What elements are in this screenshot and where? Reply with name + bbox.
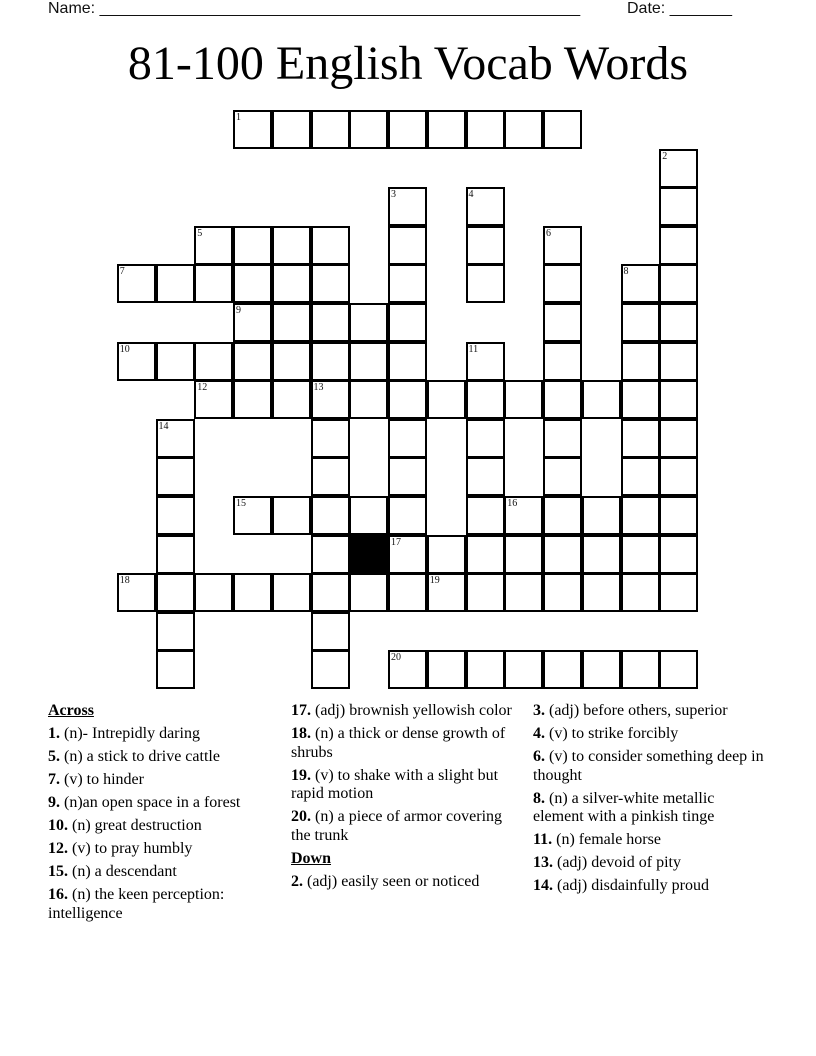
- clue-text: (adj) brownish yellowish color: [315, 702, 512, 719]
- grid-cell[interactable]: [272, 380, 311, 419]
- grid-cell[interactable]: [543, 650, 582, 689]
- grid-cell[interactable]: [466, 535, 505, 574]
- grid-cell[interactable]: [659, 380, 698, 419]
- grid-cell[interactable]: [466, 380, 505, 419]
- grid-cell[interactable]: [582, 650, 621, 689]
- grid-cell[interactable]: [156, 535, 195, 574]
- grid-cell[interactable]: [621, 457, 660, 496]
- grid-cell[interactable]: [659, 496, 698, 535]
- clue-text: (adj) devoid of pity: [557, 854, 681, 871]
- clue-number: 7.: [48, 771, 60, 788]
- grid-cell[interactable]: [272, 496, 311, 535]
- grid-cell[interactable]: [466, 187, 505, 226]
- name-field[interactable]: Name: ______________________________________________________: [48, 0, 581, 17]
- grid-cell[interactable]: [621, 419, 660, 458]
- grid-cell[interactable]: [504, 496, 543, 535]
- grid-cell[interactable]: [388, 264, 427, 303]
- clues-column-1: [48, 702, 280, 928]
- down-clue: [533, 702, 765, 721]
- clue-number: 6.: [533, 748, 545, 765]
- grid-cell[interactable]: [659, 419, 698, 458]
- grid-cell[interactable]: [233, 342, 272, 381]
- grid-cell[interactable]: [194, 264, 233, 303]
- clue-text: (v) to strike forcibly: [549, 725, 679, 742]
- across-clue: [48, 817, 280, 836]
- grid-cell[interactable]: [621, 650, 660, 689]
- clue-text: (n) female horse: [556, 831, 661, 848]
- grid-cell[interactable]: [504, 650, 543, 689]
- grid-cell[interactable]: [582, 380, 621, 419]
- across-clue: [48, 863, 280, 882]
- date-field[interactable]: Date: _______: [627, 0, 732, 17]
- cell-number: 10: [119, 343, 130, 355]
- grid-cell[interactable]: [311, 342, 350, 381]
- grid-cell[interactable]: [388, 110, 427, 149]
- clue-number: 20.: [291, 808, 311, 825]
- grid-cell[interactable]: [311, 380, 350, 419]
- grid-cell[interactable]: [388, 303, 427, 342]
- grid-cell[interactable]: [388, 187, 427, 226]
- across-heading: Across: [48, 702, 94, 719]
- cell-number: 6: [546, 227, 551, 239]
- grid-cell[interactable]: [272, 342, 311, 381]
- cell-number: 3: [391, 189, 396, 201]
- cell-number: 12: [197, 382, 208, 394]
- across-clue: [48, 840, 280, 859]
- grid-cell[interactable]: [621, 496, 660, 535]
- grid-cell[interactable]: [659, 303, 698, 342]
- cell-number: 16: [507, 498, 518, 509]
- down-clue: [533, 790, 765, 827]
- grid-cell[interactable]: [543, 264, 582, 303]
- clue-number: 9.: [48, 794, 60, 811]
- grid-cell[interactable]: [466, 650, 505, 689]
- grid-cell[interactable]: [388, 419, 427, 458]
- grid-cell[interactable]: [427, 110, 466, 149]
- clue-number: 5.: [48, 748, 60, 765]
- grid-cell[interactable]: [621, 264, 660, 303]
- grid-cell[interactable]: [233, 110, 272, 149]
- cell-number: 11: [468, 343, 479, 355]
- grid-cell[interactable]: [388, 573, 427, 612]
- clue-number: 19.: [291, 766, 311, 784]
- grid-cell[interactable]: [621, 303, 660, 342]
- grid-cell[interactable]: [543, 457, 582, 496]
- grid-cell[interactable]: [543, 535, 582, 574]
- clue-text: (v) to hinder: [64, 771, 144, 788]
- grid-cell[interactable]: [659, 226, 698, 265]
- across-clue: [48, 771, 280, 790]
- clue-text: (n)- Intrepidly daring: [64, 725, 200, 742]
- grid-cell[interactable]: [621, 535, 660, 574]
- grid-cell[interactable]: [504, 380, 543, 419]
- grid-cell[interactable]: [543, 380, 582, 419]
- grid-cell[interactable]: [349, 573, 388, 612]
- grid-cell[interactable]: [466, 457, 505, 496]
- grid-cell[interactable]: [466, 496, 505, 535]
- grid-cell[interactable]: [504, 535, 543, 574]
- grid-cell[interactable]: [659, 149, 698, 188]
- clue-text: (n) a descendant: [72, 863, 177, 880]
- grid-cell[interactable]: [311, 650, 350, 689]
- grid-cell[interactable]: [349, 110, 388, 149]
- grid-cell[interactable]: [349, 303, 388, 342]
- clue-number: 13.: [533, 854, 553, 871]
- grid-cell[interactable]: [388, 457, 427, 496]
- across-clue: [48, 748, 280, 767]
- grid-cell[interactable]: [659, 342, 698, 381]
- across-clue: [48, 725, 280, 744]
- down-heading: Down: [291, 849, 332, 867]
- cell-number: 8: [623, 266, 629, 278]
- grid-cell[interactable]: [194, 342, 233, 381]
- grid-cell[interactable]: [582, 535, 621, 574]
- down-clue: [533, 831, 765, 850]
- grid-cell[interactable]: [311, 110, 350, 149]
- grid-cell[interactable]: [117, 573, 156, 612]
- cell-number: 7: [119, 266, 125, 278]
- cell-number: 20: [391, 652, 401, 664]
- grid-cell[interactable]: [233, 380, 272, 419]
- grid-cell[interactable]: [349, 342, 388, 381]
- down-clue: [533, 854, 765, 873]
- grid-cell[interactable]: [311, 496, 350, 535]
- clue-text: (n) a piece of armor covering the trunk: [291, 808, 503, 844]
- grid-cell[interactable]: [311, 226, 350, 265]
- grid-cell[interactable]: [156, 342, 195, 381]
- grid-cell[interactable]: [543, 110, 582, 149]
- clue-text: (v) to shake with a slight but rapid motion: [291, 766, 499, 802]
- across-clue: [48, 886, 280, 923]
- grid-cell[interactable]: [543, 419, 582, 458]
- cell-number: 9: [236, 305, 241, 316]
- grid-cell[interactable]: [427, 573, 466, 612]
- black-square: [349, 535, 388, 574]
- grid-cell[interactable]: [233, 226, 272, 265]
- grid-cell[interactable]: [582, 496, 621, 535]
- clue-number: 12.: [48, 840, 68, 857]
- page-title: 81-100 English Vocab Words: [127, 37, 689, 90]
- clue-text: (adj) before others, superior: [549, 702, 728, 719]
- cell-number: 17: [391, 536, 401, 548]
- grid-cell[interactable]: [543, 496, 582, 535]
- grid-cell[interactable]: [117, 342, 156, 381]
- clue-text: (n) a thick or dense growth of shrubs: [291, 725, 506, 761]
- across-clue: [291, 767, 523, 804]
- grid-cell[interactable]: [272, 264, 311, 303]
- clue-text: (n)an open space in a forest: [64, 794, 241, 811]
- down-clue: [533, 725, 765, 744]
- down-clue: [533, 748, 765, 785]
- grid-cell[interactable]: [156, 419, 195, 458]
- grid-cell[interactable]: [466, 419, 505, 458]
- grid-cell[interactable]: [272, 226, 311, 265]
- cell-number: 19: [429, 575, 440, 587]
- grid-cell[interactable]: [388, 226, 427, 265]
- cell-number: 18: [119, 575, 130, 587]
- grid-cell[interactable]: [156, 457, 195, 496]
- clue-number: 4.: [533, 725, 545, 742]
- grid-cell[interactable]: [427, 535, 466, 574]
- clue-number: 2.: [291, 872, 303, 890]
- cell-number: 14: [158, 420, 169, 432]
- grid-cell[interactable]: [582, 573, 621, 612]
- grid-cell[interactable]: [272, 573, 311, 612]
- clue-number: 15.: [48, 863, 68, 880]
- down-clue: [533, 877, 765, 896]
- grid-cell[interactable]: [466, 264, 505, 303]
- grid-cell[interactable]: [233, 303, 272, 342]
- grid-cell[interactable]: [156, 496, 195, 535]
- clue-number: 8.: [533, 789, 545, 807]
- grid-cell[interactable]: [272, 303, 311, 342]
- cell-number: 5: [197, 227, 203, 239]
- cell-number: 2: [662, 150, 668, 162]
- grid-cell[interactable]: [117, 264, 156, 303]
- clue-text: (adj) disdainfully proud: [557, 877, 709, 894]
- clue-number: 1.: [48, 725, 60, 742]
- grid-cell[interactable]: [349, 496, 388, 535]
- clue-number: 17.: [291, 702, 311, 719]
- grid-cell[interactable]: [621, 342, 660, 381]
- clue-text: (n) a stick to drive cattle: [64, 748, 220, 765]
- grid-cell[interactable]: [427, 650, 466, 689]
- grid-cell[interactable]: [233, 264, 272, 303]
- grid-cell[interactable]: [659, 573, 698, 612]
- grid-cell[interactable]: [156, 264, 195, 303]
- clues-column-2: [291, 702, 523, 896]
- grid-cell[interactable]: [659, 264, 698, 303]
- clue-text: (adj) easily seen or noticed: [307, 872, 480, 890]
- grid-cell[interactable]: [659, 535, 698, 574]
- grid-cell[interactable]: [233, 496, 272, 535]
- grid-cell[interactable]: [311, 303, 350, 342]
- clue-number: 16.: [48, 886, 68, 903]
- grid-cell[interactable]: [504, 573, 543, 612]
- grid-cell[interactable]: [504, 110, 543, 149]
- cell-number: 13: [313, 382, 324, 394]
- grid-cell[interactable]: [659, 650, 698, 689]
- grid-cell[interactable]: [659, 187, 698, 226]
- grid-cell[interactable]: [466, 573, 505, 612]
- grid-cell[interactable]: [543, 303, 582, 342]
- grid-cell[interactable]: [466, 342, 505, 381]
- cell-number: 1: [236, 112, 241, 123]
- grid-cell[interactable]: [388, 535, 427, 574]
- across-clue: [291, 808, 523, 845]
- clue-text: (v) to pray humbly: [72, 840, 193, 857]
- grid-cell[interactable]: [621, 380, 660, 419]
- grid-cell[interactable]: [466, 226, 505, 265]
- grid-cell[interactable]: [311, 419, 350, 458]
- clue-text: (n) great destruction: [72, 817, 202, 834]
- grid-cell[interactable]: [659, 457, 698, 496]
- grid-cell[interactable]: [311, 612, 350, 651]
- grid-cell[interactable]: [311, 535, 350, 574]
- across-clue: [291, 702, 523, 721]
- cell-number: 4: [468, 189, 474, 201]
- clue-text: (n) a silver-white metallic element with a pinkish tinge: [533, 789, 715, 825]
- grid-cell[interactable]: [156, 650, 195, 689]
- cell-number: 15: [236, 498, 246, 509]
- grid-cell[interactable]: [466, 110, 505, 149]
- grid-cell[interactable]: [311, 264, 350, 303]
- across-clue: [291, 725, 523, 762]
- grid-cell[interactable]: [543, 573, 582, 612]
- clue-text: (n) the keen perception: intelligence: [48, 886, 225, 922]
- grid-cell[interactable]: [311, 573, 350, 612]
- grid-cell[interactable]: [543, 226, 582, 265]
- clues-column-3: [533, 702, 765, 900]
- clue-number: 11.: [533, 831, 553, 848]
- grid-cell[interactable]: [427, 380, 466, 419]
- grid-cell[interactable]: [156, 573, 195, 612]
- grid-cell[interactable]: [272, 110, 311, 149]
- clue-number: 3.: [533, 702, 545, 719]
- clue-number: 10.: [48, 817, 68, 834]
- grid-cell[interactable]: [156, 612, 195, 651]
- grid-cell[interactable]: [233, 573, 272, 612]
- grid-cell[interactable]: [621, 573, 660, 612]
- grid-cell[interactable]: [388, 496, 427, 535]
- down-clue: [291, 873, 523, 892]
- grid-cell[interactable]: [388, 342, 427, 381]
- grid-cell[interactable]: [349, 380, 388, 419]
- grid-cell[interactable]: [194, 573, 233, 612]
- grid-cell[interactable]: [543, 342, 582, 381]
- clue-number: 14.: [533, 877, 553, 894]
- grid-cell[interactable]: [311, 457, 350, 496]
- grid-cell[interactable]: [388, 380, 427, 419]
- grid-cell[interactable]: [194, 226, 233, 265]
- clue-number: 18.: [291, 725, 311, 742]
- across-clue: [48, 794, 280, 813]
- grid-cell[interactable]: [194, 380, 233, 419]
- grid-cell[interactable]: [388, 650, 427, 689]
- clue-text: (v) to consider something deep in thought: [533, 748, 764, 784]
